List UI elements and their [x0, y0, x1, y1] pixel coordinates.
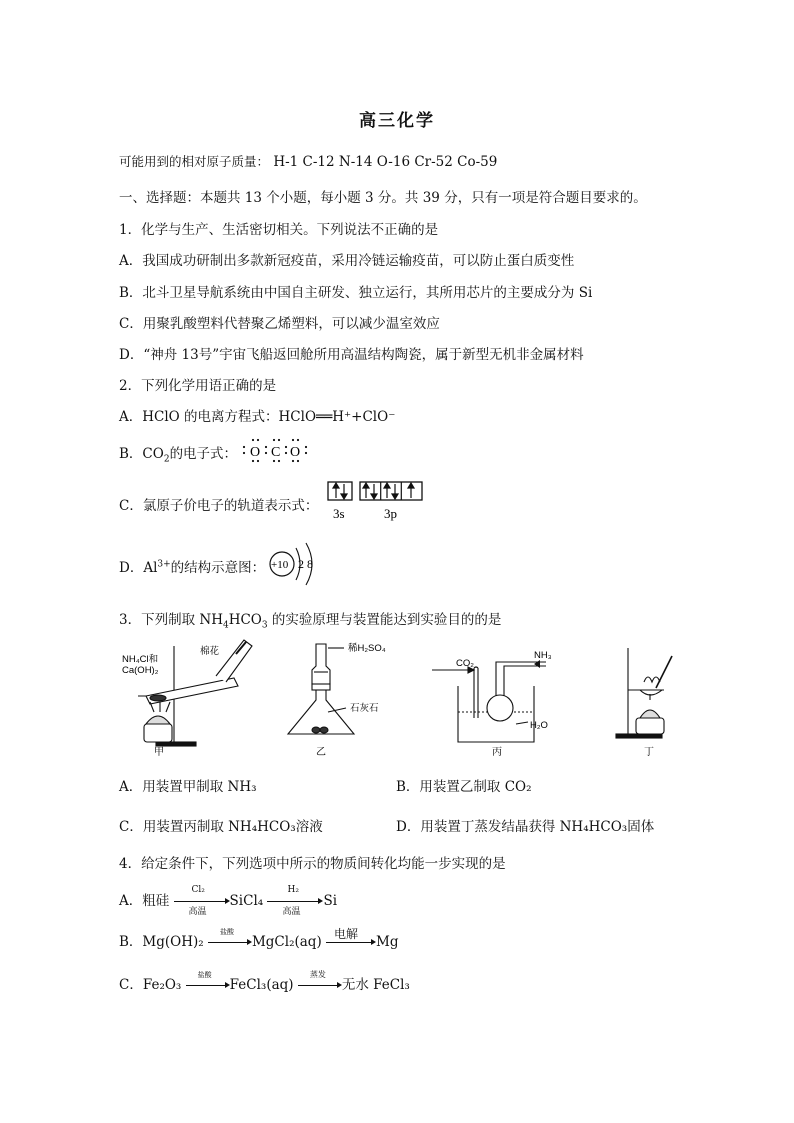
- q3-stem-post: 的实验原理与装置能达到实验目的的是: [267, 612, 502, 628]
- q4-b-cond1: 盐酸: [219, 927, 234, 936]
- electron-formula-o2: O: [290, 445, 301, 460]
- q4-c-arrow-1: [186, 970, 230, 993]
- q4-c-cond1: 盐酸: [197, 970, 212, 979]
- electron-formula-o1: O: [250, 445, 261, 460]
- q4-a-arrow-1: [174, 884, 230, 917]
- atomic-mass-label: 可能用到的相对原子质量：: [119, 154, 270, 169]
- q2-option-c: C．氯原子价电子的轨道表示式：: [119, 498, 319, 514]
- q2-b-suffix: 的电子式：: [169, 446, 238, 462]
- jia-reagent-label-1: NH₄Cl和: [122, 654, 159, 665]
- bing-h2o-label: H₂O: [530, 720, 548, 731]
- orbital-3s-box: [328, 482, 352, 500]
- question-3-stem: [119, 608, 501, 631]
- label-bing: 丙: [492, 747, 502, 758]
- q4-b-arrow-2: [326, 926, 376, 950]
- q2-option-d: [119, 556, 265, 576]
- label-jia: 甲: [154, 747, 164, 758]
- q4-a-mid: SiCl₄: [229, 893, 264, 909]
- q4-a-cond2-bot: 高温: [282, 906, 301, 917]
- q2-d-suffix: 的结构示意图：: [170, 560, 266, 576]
- orbital-3s-label: 3s: [333, 506, 345, 521]
- co2-electron-formula: [240, 436, 310, 464]
- q4-a-cond1-top: Cl₂: [191, 884, 205, 895]
- q1-option-d: D．“神舟 13号”宇宙飞船返回舱所用高温结构陶瓷，属于新型无机非金属材料: [119, 347, 584, 363]
- apparatus-bing: [432, 660, 546, 742]
- q1-option-c: C．用聚乳酸塑料代替聚乙烯塑料，可以减少温室效应: [119, 316, 440, 332]
- page-title: 高三化学: [359, 111, 435, 131]
- jia-reagent-label-2: Ca(OH)₂: [122, 665, 159, 676]
- q4-c-start: C．Fe₂O₃: [119, 977, 182, 993]
- yi-acid-label: 稀H₂SO₄: [348, 643, 386, 654]
- electron-shells: 2 8: [298, 557, 313, 571]
- q4-option-c: [119, 969, 410, 993]
- q4-b-end: Mg: [376, 934, 399, 950]
- question-2-stem: 2．下列化学用语正确的是: [119, 378, 277, 394]
- q2-d-sup: 3+: [157, 559, 171, 570]
- q4-b-mid: MgCl₂(aq): [251, 934, 322, 950]
- apparatus-figure: [116, 638, 676, 760]
- q3-option-a: A．用装置甲制取 NH₃: [119, 779, 257, 795]
- label-yi: 乙: [316, 747, 326, 758]
- bing-co2-label: CO₂: [456, 658, 474, 669]
- orbital-3p-label: 3p: [384, 506, 397, 521]
- al-ion-structure-diagram: [266, 540, 326, 590]
- section-heading: 一、选择题：本题共 13 个小题，每小题 3 分。共 39 分，只有一项是符合题目要求的。: [119, 190, 647, 206]
- orbital-3p-arrows: [363, 483, 414, 499]
- q4-c-arrow-2: [298, 969, 342, 993]
- q3-option-d: D．用装置丁蒸发结晶获得 NH₄HCO₃固体: [396, 819, 655, 835]
- q3-option-c: C．用装置丙制取 NH₄HCO₃溶液: [119, 819, 323, 835]
- q4-a-end: Si: [323, 893, 338, 909]
- atomic-mass-line: [119, 152, 497, 170]
- q4-c-end: 无水 FeCl₃: [341, 977, 410, 993]
- orbital-diagram: [326, 480, 426, 522]
- q3-option-b: B．用装置乙制取 CO₂: [396, 779, 532, 795]
- q2-b-sub: 2: [163, 454, 170, 465]
- q3-stem-sub1: 4: [222, 620, 229, 631]
- apparatus-ding: [616, 648, 672, 738]
- q4-b-arrow-1: [208, 927, 252, 950]
- q3-stem-pre: 3．下列制取 NH: [119, 612, 223, 628]
- jia-cotton-label: 棉花: [200, 646, 220, 657]
- yi-stone-label: 石灰石: [350, 703, 379, 714]
- q4-option-a: [119, 884, 338, 917]
- q2-d-prefix: D．Al: [119, 560, 158, 576]
- nucleus-charge: +10: [271, 559, 289, 571]
- q4-a-cond2-top: H₂: [287, 884, 299, 895]
- q4-b-start: B．Mg(OH)₂: [119, 934, 204, 950]
- q4-a-arrow-2: [267, 884, 323, 917]
- apparatus-yi: [288, 644, 354, 734]
- orbital-3s-arrows: [333, 483, 347, 499]
- bing-nh3-label: NH₃: [534, 650, 552, 661]
- question-4-stem: 4．给定条件下，下列选项中所示的物质间转化均能一步实现的是: [119, 856, 506, 872]
- q1-option-a: A．我国成功研制出多款新冠疫苗，采用冷链运输疫苗，可以防止蛋白质变性: [119, 253, 575, 269]
- q2-b-prefix: B．CO: [119, 446, 164, 462]
- q1-option-b: B．北斗卫星导航系统由中国自主研发、独立运行，其所用芯片的主要成分为 Si: [119, 285, 593, 301]
- q3-stem-sub2: 3: [261, 620, 268, 631]
- q4-option-b: [119, 926, 399, 950]
- q2-option-b: [119, 442, 237, 465]
- electron-formula-c: C: [271, 445, 281, 460]
- q3-stem-mid: HCO: [228, 612, 262, 628]
- q4-a-cond1-bot: 高温: [188, 906, 207, 917]
- q4-a-start: A．粗硅: [119, 893, 170, 909]
- q4-b-cond2: 电解: [334, 926, 359, 941]
- q2-option-a: A．HClO 的电离方程式：HClO══H⁺+ClO⁻: [119, 409, 396, 425]
- question-1-stem: 1．化学与生产、生活密切相关。下列说法不正确的是: [119, 222, 439, 238]
- label-ding: 丁: [644, 747, 654, 758]
- atomic-mass-values: H-1 C-12 N-14 O-16 Cr-52 Co-59: [273, 154, 498, 170]
- q4-c-mid: FeCl₃(aq): [229, 977, 294, 993]
- q4-c-cond2: 蒸发: [309, 969, 326, 979]
